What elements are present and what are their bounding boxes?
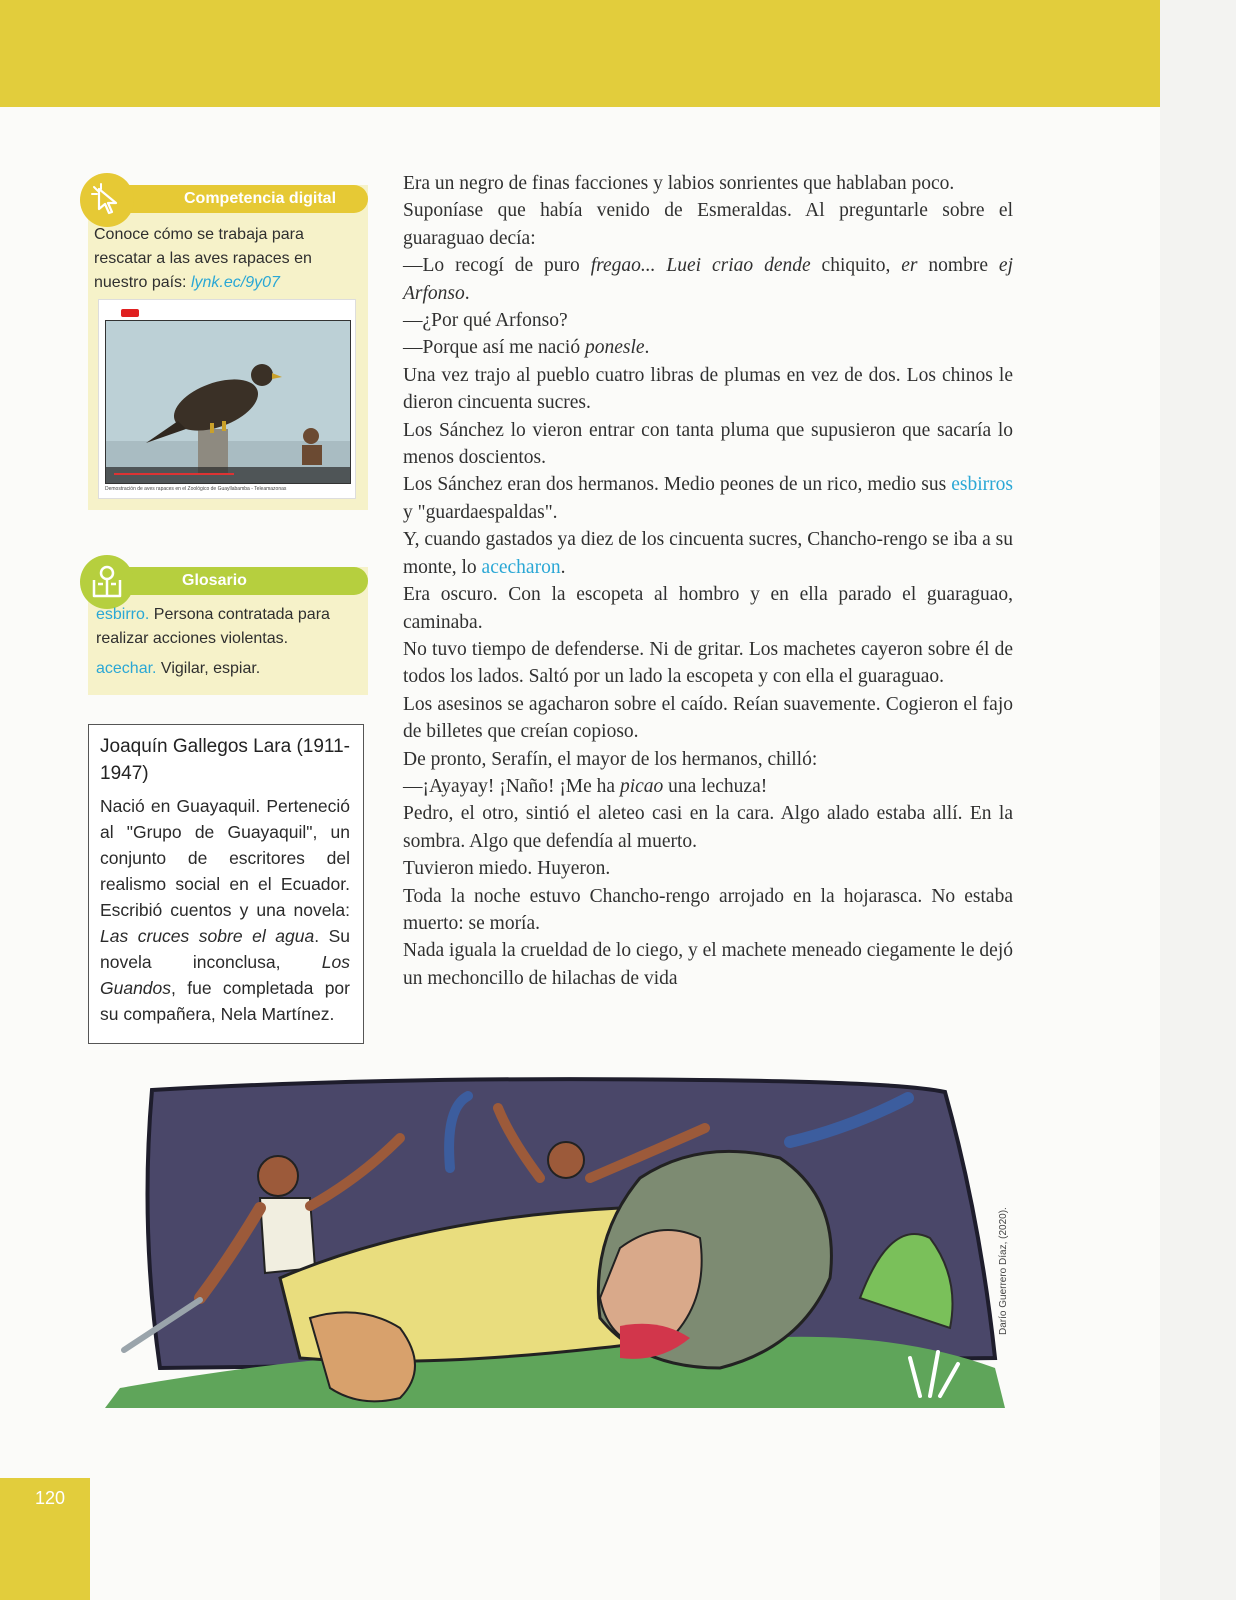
glossary-definition: Vigilar, espiar. — [156, 660, 261, 677]
story-paragraph: Nada iguala la crueldad de lo ciego, y el machete meneado ciegamente le dejó un mechoncillo de hilachas de vida — [403, 940, 1013, 989]
illustration-credit: Darío Guerrero Díaz, (2020). — [998, 1207, 1009, 1335]
glossary-term: acechar. — [96, 660, 157, 677]
story-text-part: . — [560, 556, 566, 578]
dialect-text: picao — [619, 775, 664, 797]
top-color-band — [0, 0, 1160, 107]
digital-competence-description: Conoce cómo se trabaja para rescatar a las aves rapaces en nuestro país: — [94, 226, 312, 291]
author-bio-text — [100, 793, 350, 1027]
story-text-part: Los Sánchez eran dos hermanos. Medio peones de un rico, medio sus — [403, 474, 952, 496]
glossary-term: esbirro. — [96, 606, 150, 623]
story-paragraph: Era un negro de finas facciones y labios sonrientes que hablaban poco. — [403, 173, 955, 194]
story-paragraph — [403, 252, 1013, 307]
dialect-text: ponesle — [584, 337, 645, 359]
page-edge — [1160, 0, 1236, 1600]
story-paragraph: Los asesinos se agacharon sobre el caído. Reían suavemente. Cogieron el fajo de billetes que creían copioso. — [403, 693, 1013, 743]
glossary-word: acecharon — [481, 556, 561, 578]
dialogue-text: —Lo recogí de puro — [403, 255, 591, 277]
hawk-on-post-image — [106, 321, 350, 483]
glossary-word: esbirros — [951, 474, 1013, 496]
dialogue-text: —Porque así me nació — [403, 337, 585, 359]
bio-text-part: . Su novela inconclusa, — [100, 926, 350, 972]
digital-competence-title: Competencia digital — [184, 190, 337, 207]
video-thumbnail[interactable] — [98, 299, 356, 499]
glossary-title: Glosario — [182, 572, 247, 589]
story-paragraph: Los Sánchez lo vieron entrar con tanta pluma que supusieron que sacaría lo menos doscientos. — [403, 419, 1013, 469]
page-number: 120 — [35, 1488, 66, 1508]
story-text — [403, 170, 1013, 992]
glossary-entry — [96, 657, 360, 681]
bio-text-part: , fue completada por su compañera, Nela Martínez. — [100, 978, 350, 1024]
glossary-box — [88, 567, 368, 695]
dialogue-text: . — [464, 282, 470, 304]
digital-competence-header — [128, 185, 368, 213]
story-paragraph: Pedro, el otro, sintió el aleteo casi en la cara. Algo alado estaba allí. En la sombra. Algo que defendía al muerto. — [403, 803, 1013, 852]
dialogue-text: nombre — [917, 255, 999, 277]
story-paragraph — [403, 526, 1013, 581]
author-name: Joaquín Gallegos Lara (1911-1947) — [100, 736, 350, 784]
dialect-text: ej Arfonso — [403, 255, 1013, 304]
dialogue-text: —¡Ayayay! ¡Naño! ¡Me ha — [403, 775, 620, 797]
youtube-logo-icon — [121, 309, 139, 317]
glossary-entry — [96, 603, 360, 651]
story-paragraph — [403, 334, 1013, 361]
digital-competence-box — [88, 185, 368, 510]
digital-competence-text — [94, 223, 354, 295]
video-caption: Demostración de aves rapaces en el Zoológico de Guayllabamba - Teleamazonas — [105, 486, 287, 492]
story-text-part: y "guardaespaldas". — [403, 501, 558, 523]
story-paragraph: —¿Por qué Arfonso? — [403, 310, 568, 332]
story-text-part: Y, cuando gastados ya diez de los cincuenta sucres, Chancho-rengo se iba a su monte, lo — [403, 529, 1013, 578]
dialogue-text: una lechuza! — [663, 775, 768, 797]
dialect-text: fregao... Luei criao dende — [590, 255, 811, 277]
story-paragraph: De pronto, Serafín, el mayor de los hermanos, chilló: — [403, 748, 818, 770]
illustration-credit-wrap — [998, 1207, 1012, 1460]
story-paragraph: No tuvo tiempo de defenderse. Ni de gritar. Los machetes cayeron sobre él de todos los lados. Saltó por un lado la escopeta y con ella el guaraguao. — [403, 638, 1013, 688]
glossary-definition: Persona contratada para realizar acciones violentas. — [96, 606, 330, 647]
story-paragraph — [403, 773, 1013, 800]
story-illustration — [100, 1068, 1010, 1448]
video-topbar — [109, 304, 229, 314]
story-paragraph: Suponíase que había venido de Esmeraldas. Al preguntarle sobre el guaraguao decía: — [403, 200, 1013, 249]
book-title: Las cruces sobre el agua — [100, 926, 315, 946]
dialogue-text: . — [644, 337, 650, 359]
book-title: Los Guandos — [100, 952, 350, 998]
dialogue-text: chiquito, — [810, 255, 902, 277]
glossary-entries — [96, 603, 360, 681]
author-bio-box — [88, 724, 364, 1044]
video-link[interactable]: lynk.ec/9y07 — [190, 274, 280, 291]
story-paragraph: Tuvieron miedo. Huyeron. — [403, 858, 611, 880]
cursor-icon — [80, 173, 134, 227]
story-paragraph: Toda la noche estuvo Chancho-rengo arrojado en la hojarasca. No estaba muerto: se moría. — [403, 885, 1013, 934]
dialect-text: er — [901, 255, 918, 277]
glossary-header — [128, 567, 368, 595]
video-frame — [105, 320, 351, 484]
story-paragraph: Era oscuro. Con la escopeta al hombro y en ella parado el guaraguao, caminaba. — [403, 584, 1013, 633]
story-paragraph: Una vez trajo al pueblo cuatro libras de plumas en vez de dos. Los chinos le dieron cincuenta sucres. — [403, 364, 1013, 414]
book-icon — [80, 555, 134, 609]
story-paragraph — [403, 471, 1013, 526]
bio-text-part: Nació en Guayaquil. Perteneció al "Grupo de Guayaquil", un conjunto de escritores del realismo social en el Ecuador. Escribió cuentos y una novela: — [100, 796, 350, 920]
